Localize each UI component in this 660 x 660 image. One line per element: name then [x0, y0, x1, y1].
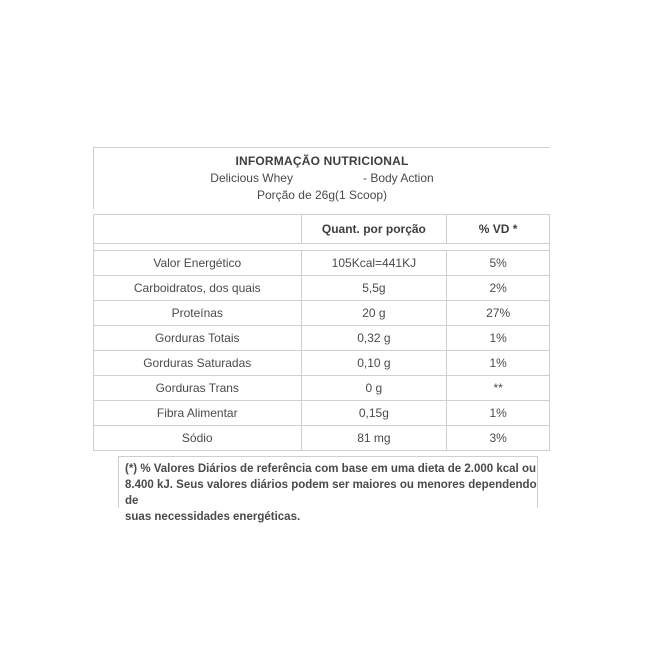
- nutrient-name: Valor Energético: [94, 251, 302, 276]
- table-row: [94, 276, 550, 301]
- brand-name: - Body Action: [362, 171, 434, 185]
- nutrient-vd: 1%: [447, 401, 550, 426]
- footnote-box: [118, 456, 538, 523]
- footnote-line: suas necessidades energéticas.: [125, 511, 301, 523]
- nutrient-amount: 0 g: [301, 376, 447, 401]
- nutrient-vd: 3%: [447, 426, 550, 451]
- nutrient-name: Carboidratos, dos quais: [94, 276, 302, 301]
- column-header-nutrient: [94, 215, 302, 244]
- nutrient-amount: 20 g: [301, 301, 447, 326]
- portion-size: Porção de 26g(1 Scoop): [256, 188, 388, 202]
- table-row: [94, 401, 550, 426]
- nutrient-amount: 0,10 g: [301, 351, 447, 376]
- nutrient-name: Gorduras Saturadas: [94, 351, 302, 376]
- table-row: [94, 301, 550, 326]
- table-row: [94, 376, 550, 401]
- table-row: [94, 426, 550, 451]
- nutrient-amount: 81 mg: [301, 426, 447, 451]
- nutrient-name: Gorduras Totais: [94, 326, 302, 351]
- nutrient-vd: 2%: [447, 276, 550, 301]
- table-spacer: [94, 244, 550, 251]
- nutrient-vd: 27%: [447, 301, 550, 326]
- nutrient-vd: 1%: [447, 351, 550, 376]
- footnote-line: (*) % Valores Diários de referência com base em uma dieta de 2.000 kcal ou: [125, 463, 536, 475]
- nutrient-amount: 0,32 g: [301, 326, 447, 351]
- column-header-amount: Quant. por porção: [301, 215, 447, 244]
- nutrient-vd: **: [447, 376, 550, 401]
- column-header-vd: % VD *: [447, 215, 550, 244]
- nutrient-name: Fibra Alimentar: [94, 401, 302, 426]
- table-row: [94, 326, 550, 351]
- table-row: [94, 251, 550, 276]
- product-line: [94, 171, 550, 185]
- table-row: [94, 351, 550, 376]
- nutrient-name: Sódio: [94, 426, 302, 451]
- nutrition-header: [93, 147, 550, 209]
- nutrient-amount: 0,15g: [301, 401, 447, 426]
- nutrient-name: Gorduras Trans: [94, 376, 302, 401]
- nutrient-name: Proteínas: [94, 301, 302, 326]
- nutrient-vd: 5%: [447, 251, 550, 276]
- nutrient-amount: 105Kcal=441KJ: [301, 251, 447, 276]
- nutrition-table: [93, 214, 550, 451]
- nutrient-amount: 5,5g: [301, 276, 447, 301]
- nutrient-vd: 1%: [447, 326, 550, 351]
- nutrition-title: INFORMAÇÃO NUTRICIONAL: [235, 154, 409, 168]
- footnote-line: 8.400 kJ. Seus valores diários podem ser maiores ou menores dependendo de: [125, 479, 537, 507]
- table-header-row: [94, 215, 550, 244]
- product-name: Delicious Whey: [210, 171, 293, 185]
